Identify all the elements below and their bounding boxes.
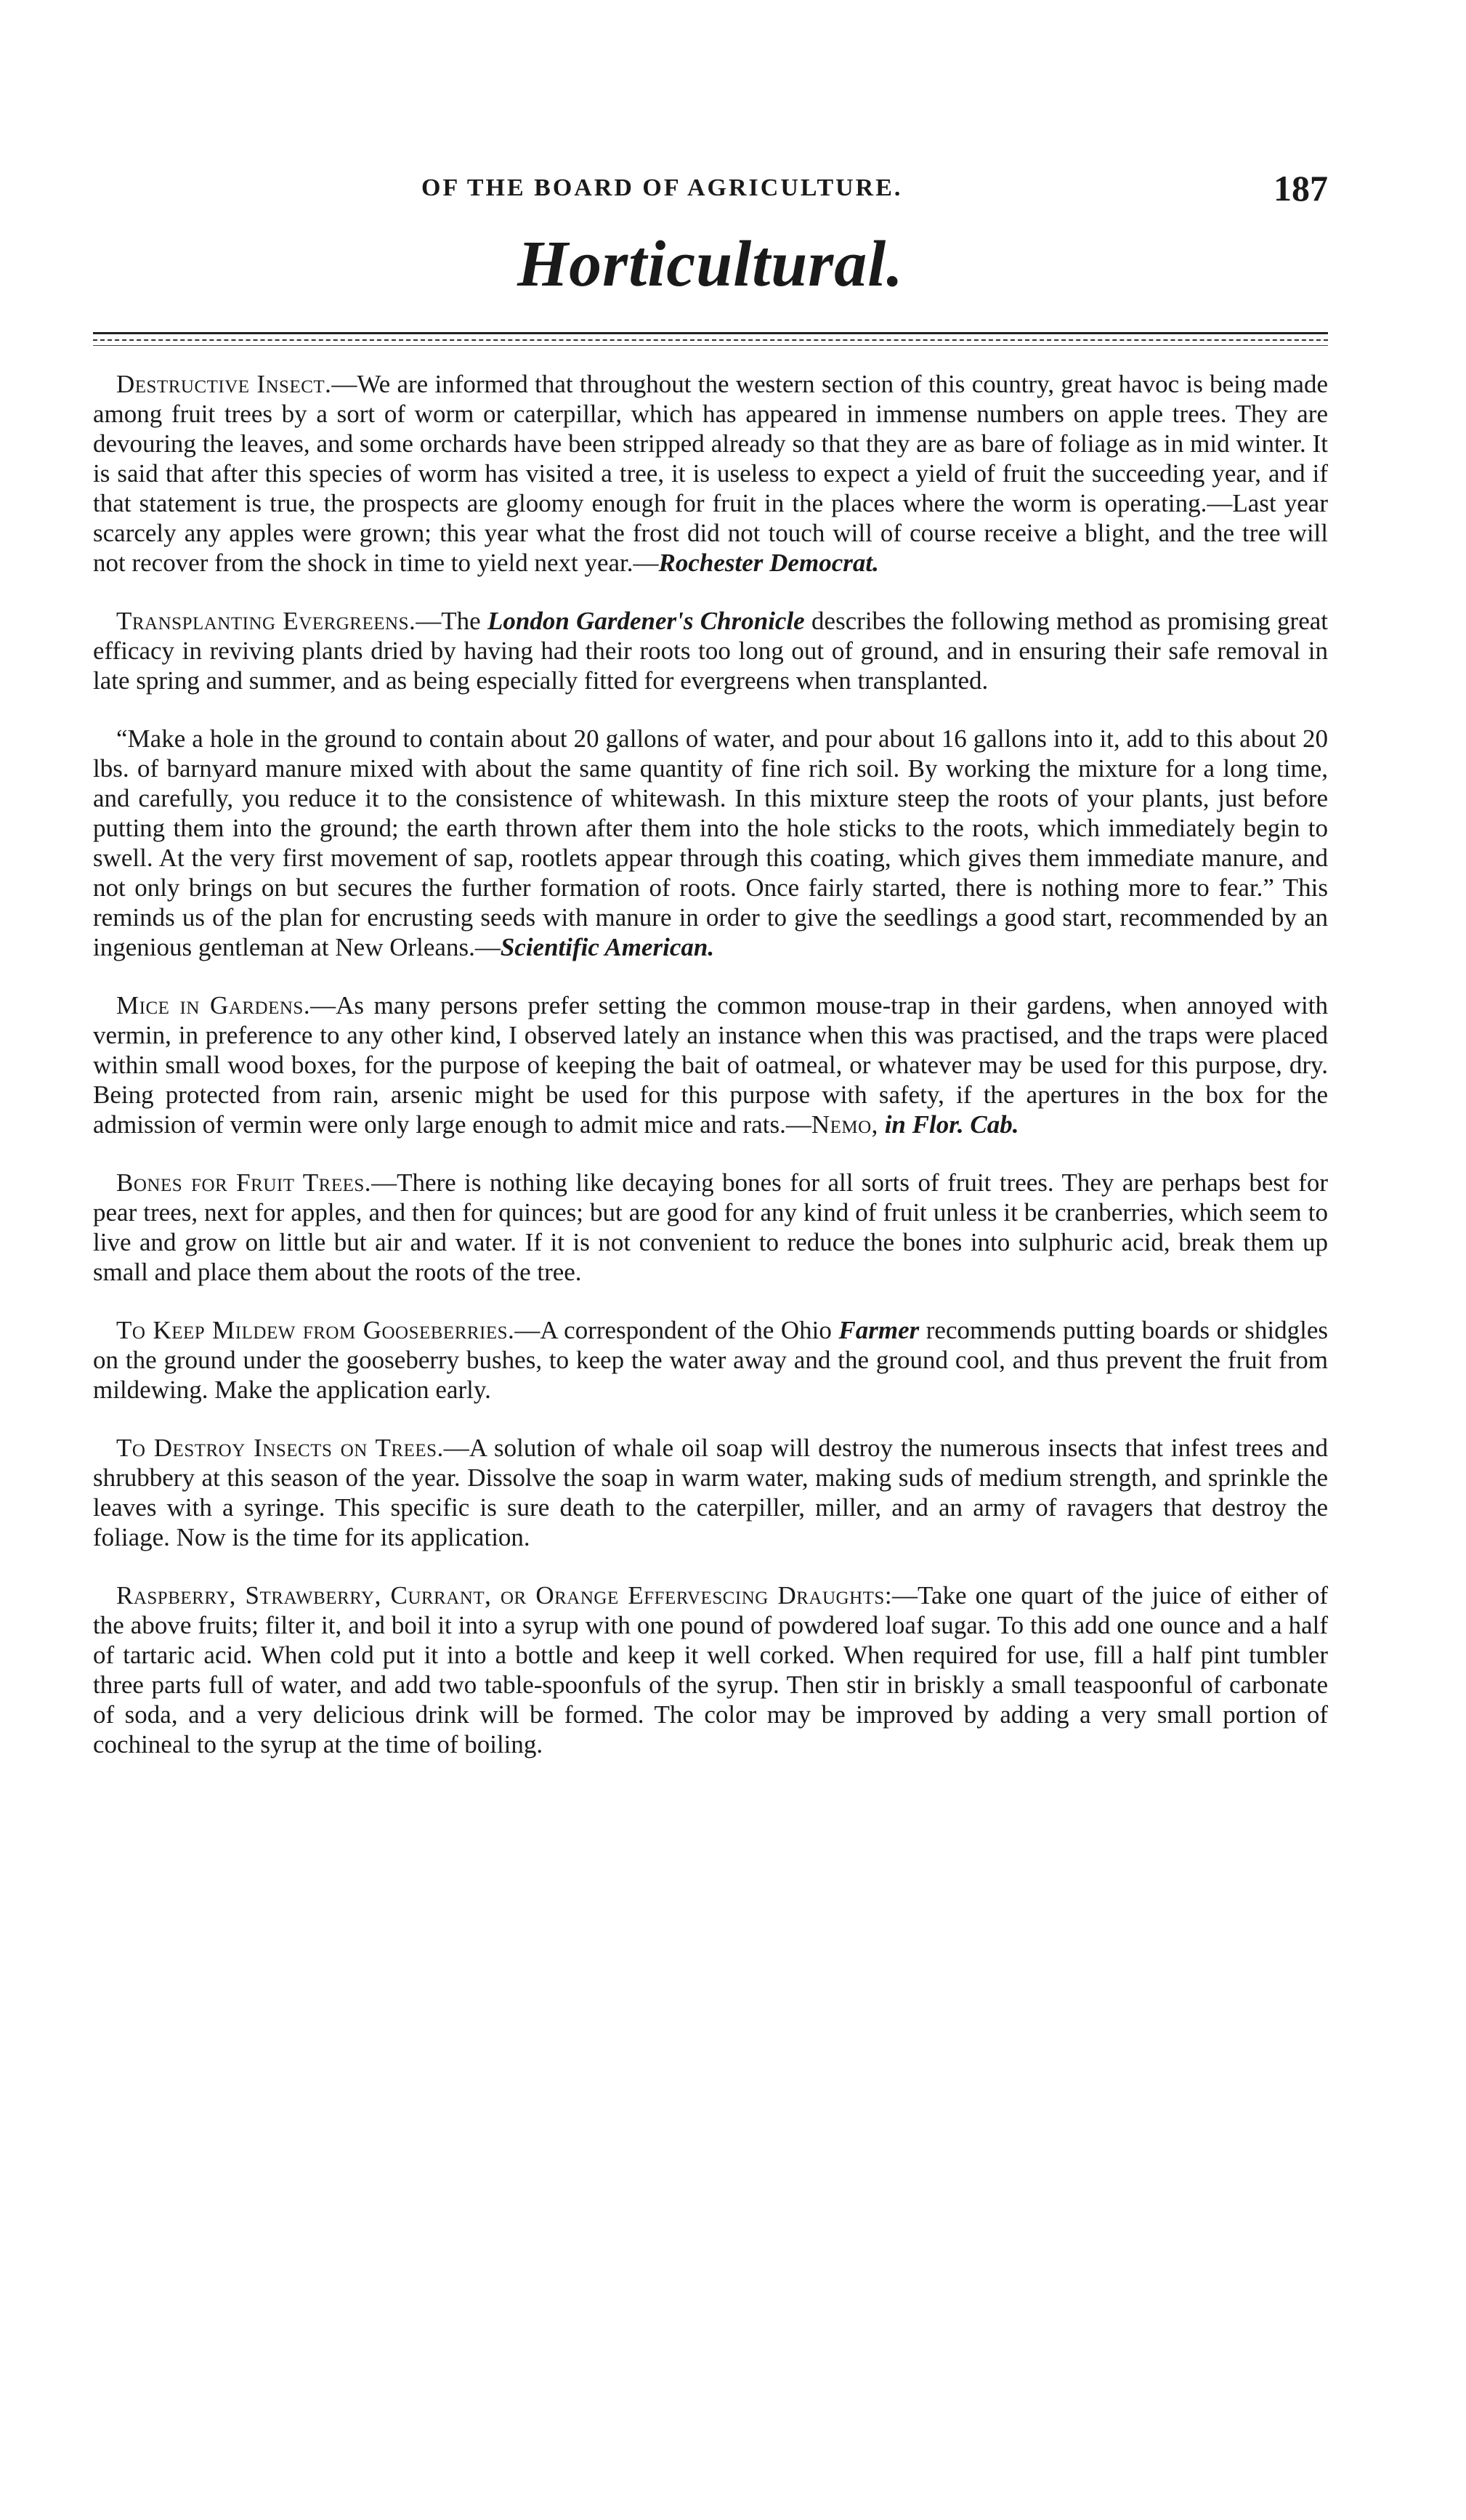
article-mildew-gooseberries [93,1315,1328,1405]
article-effervescing-draughts [93,1580,1328,1759]
page-number: 187 [1273,168,1328,209]
article-source: Scientific American. [500,933,715,961]
book-page [93,0,1328,2520]
article-title: Transplanting Evergreens. [116,607,416,635]
article-body: —There is nothing like decaying bones for all sorts of fruit trees. They are perhaps best for pear trees, next for apples, and then for quinces; but are good for any kind of fruit unless it be cranberries, which seem to live and grow on little but air and water. If it is not convenient to reduce the bones into sulphuric acid, break them up small and place them about the roots of the tree. [93,1168,1328,1286]
article-destructive-insect [93,369,1328,578]
article-transplanting-evergreens [93,606,1328,695]
article-bones-fruit-trees [93,1168,1328,1287]
publication-name: Farmer [838,1316,920,1344]
article-destroy-insects [93,1433,1328,1552]
article-title: Raspberry, Strawberry, Currant, or Orange Effervescing Draughts: [116,1581,893,1610]
article-title: Mice in Gardens. [116,991,311,1019]
article-title: Bones for Fruit Trees. [116,1168,372,1197]
article-body: —Take one quart of the juice of either of the above fruits; filter it, and boil it into a syrup with one pound of powdered loaf sugar. To this add one ounce and a half of tartaric acid. When cold put it into a bottle and keep it well corked. When required for use, fill a half pint tumbler three parts full of water, and add two table-spoonfuls of the syrup. Then stir in briskly a small teaspoonful of carbonate of soda, and a very delicious drink will be formed. The color may be improved by adding a very small portion of cochineal to the syrup at the time of boiling. [93,1581,1328,1758]
article-title: To Keep Mildew from Gooseberries. [116,1316,515,1344]
article-title: To Destroy Insects on Trees. [116,1434,444,1462]
article-body: —As many persons prefer setting the common mouse-trap in their gardens, when annoyed with vermin, in preference to any other kind, I observed lately an instance when this was practised, and the traps were placed within small wood boxes, for the purpose of keeping the bait of oatmeal, or whatever may be used for this purpose, dry. Being protected from rain, arsenic might be used for this purpose with safety, if the apertures in the box for the admission of vermin were only large enough to admit mice and rats.— [93,991,1328,1139]
article-author: Nemo, [811,1110,878,1139]
section-heading: Horticultural. [517,228,904,300]
publication-name: London Gardener's Chronicle [487,607,805,635]
running-head [93,170,1328,214]
article-body: —We are informed that throughout the western section of this country, great havoc is being made among fruit trees by a sort of worm or caterpillar, which has appeared in immense numbers on apple trees. They are devouring the leaves, and some orchards have been stripped already so that they are as bare of foliage as in mid winter. It is said that after this species of worm has visited a tree, it is useless to expect a yield of fruit the succeeding year, and if that statement is true, the prospects are gloomy enough for fruit in the places where the worm is operating.—Last year scarcely any apples were grown; this year what the frost did not touch will of course receive a blight, and the tree will not recover from the shock in time to yield next year.— [93,370,1328,577]
article-column [93,369,1328,1788]
article-body: —A correspondent of the Ohio [514,1316,839,1344]
running-title: OF THE BOARD OF AGRICULTURE. [421,174,903,201]
decorative-rule [93,331,1328,347]
article-source: in Flor. Cab. [878,1110,1019,1139]
article-title: Destructive Insect. [116,370,332,398]
article-body: —A solution of whale oil soap will destroy the numerous insects that infest trees and shrubbery at this season of the year. Dissolve the soap in warm water, making suds of medium strength, and sprinkle the leaves with a syringe. This specific is sure death to the caterpiller, miller, and an army of ravagers that destroy the foliage. Now is the time for its application. [93,1434,1328,1551]
article-quote: “Make a hole in the ground to contain about 20 gallons of water, and pour about 16 gallons into it, add to this about 20 lbs. of barnyard manure mixed with about the same quantity of fine rich soil. By working the mixture for a long time, and carefully, you reduce it to the consistence of whitewash. In this mixture steep the roots of your plants, just before putting them into the ground; the earth thrown after them into the hole sticks to the roots, which immediately begin to swell. At the very first movement of sap, rootlets appear through this coating, which gives them immediate manure, and not only brings on but secures the further formation of roots. Once fairly started, there is nothing more to fear.” This reminds us of the plan for encrusting seeds with manure in order to give the seedlings a good start, recommended by an ingenious gentleman at New Orleans.— [93,724,1328,961]
article-mice-in-gardens [93,990,1328,1139]
article-body: describes the following method as promising great efficacy in reviving plants dried by having had their roots too long out of ground, and in ensuring their safe removal in late spring and summer, and as being especially fitted for evergreens when transplanted. [93,607,1329,695]
article-body: —The [416,607,487,635]
article-body: recommends putting boards or shidgles on the ground under the gooseberry bushes, to keep the water away and the ground cool, and thus prevent the fruit from mildewing. Make the application early. [93,1316,1328,1404]
article-source: Rochester Democrat. [658,549,879,577]
article-quotation [93,724,1328,962]
